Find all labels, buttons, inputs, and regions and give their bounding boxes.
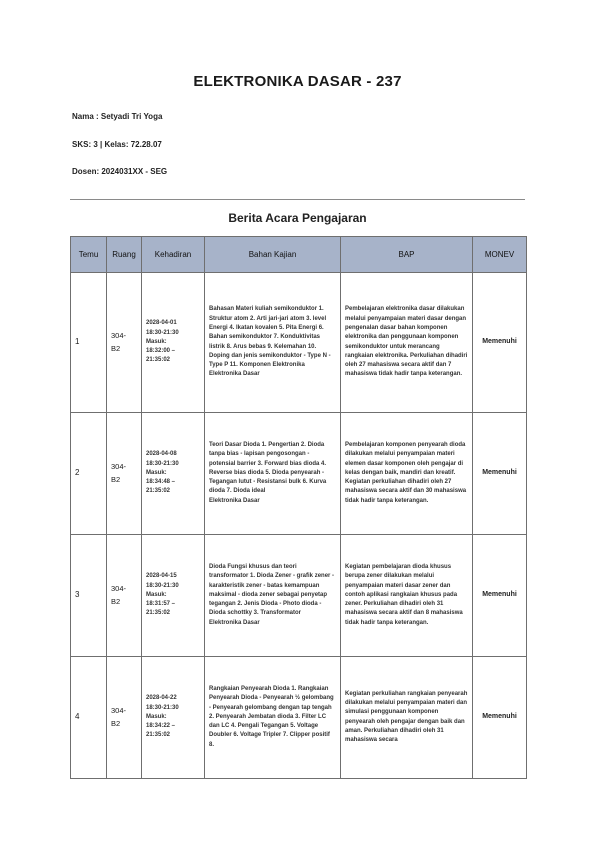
cell-bahan-kajian — [205, 413, 341, 535]
cell-monev: Memenuhi — [473, 413, 527, 535]
kehadiran-text: 2028-04-01 18:30-21:30 Masuk: 18:32:00 – 21:35:02 — [146, 320, 179, 364]
cell-temu: 1 — [71, 273, 107, 413]
cell-bahan-kajian — [205, 273, 341, 413]
bahan-text: Dioda Fungsi khusus dan teori transformator 1. Dioda Zener - grafik zener - karakteristik zener - batas kemampuan maksimal - dioda zener sebagai penyetap tegangan 2. Jenis Dioda - Photo dioda - Dioda schottky 3. Transformator Elektronika Dasar — [209, 563, 335, 626]
cell-kehadiran — [142, 413, 205, 535]
bap-text: Kegiatan pembelajaran dioda khusus berupa zener dilakukan melalui penyampaian materi dasar zener dan contoh aplikasi rangkaian khusus pada zener. Perkuliahan dihadiri oleh 31 mahasiswa secara aktif dan 8 mahasiswa tidak hadir tanpa keterangan. — [345, 563, 463, 626]
header-bahan-kajian: Bahan Kajian — [205, 237, 341, 273]
cell-ruang — [107, 413, 142, 535]
bap-text: Pembelajaran elektronika dasar dilakukan melalui penyampaian materi dasar dengan pengenalan dasar bahan komponen elektronika dan penggunaan komponen semikonduktor untuk merancang rangkaian elektronika. Perkuliahan dihadiri oleh 27 mahasiswa secara aktif dan 7 mahasiswa tidak hadir tanpa keterangan. — [345, 306, 468, 378]
cell-bap — [341, 273, 473, 413]
cell-kehadiran — [142, 535, 205, 657]
section-title: Berita Acara Pengajaran — [228, 211, 367, 225]
cell-bap — [341, 535, 473, 657]
ruang-text: 304- B2 — [111, 461, 127, 484]
header-temu: Temu — [71, 237, 107, 273]
table-row — [71, 413, 527, 535]
lecturer-code: Dosen: 2024031XX - SEG — [72, 167, 168, 176]
course-info: SKS: 3 | Kelas: 72.28.07 — [72, 140, 162, 149]
header-ruang: Ruang — [107, 237, 142, 273]
lecturer-name: Nama : Setyadi Tri Yoga — [72, 112, 163, 121]
table-row — [71, 535, 527, 657]
cell-monev: Memenuhi — [473, 657, 527, 779]
kehadiran-text: 2028-04-15 18:30-21:30 Masuk: 18:31:57 – 21:35:02 — [146, 573, 179, 617]
divider — [70, 199, 525, 200]
cell-bahan-kajian — [205, 657, 341, 779]
cell-kehadiran — [142, 273, 205, 413]
cell-bap — [341, 657, 473, 779]
bahan-text: Teori Dasar Dioda 1. Pengertian 2. Dioda tanpa bias - lapisan pengosongan - potensial barrier 3. Forward bias dioda 4. Reverse bias dioda 5. Dioda penyearah - Tegangan lutut - Resistansi bulk 6. Kurva dioda 7. Dioda ideal Elektronika Dasar — [209, 441, 327, 504]
ruang-text: 304- B2 — [111, 583, 127, 606]
header-kehadiran: Kehadiran — [142, 237, 205, 273]
bap-text: Pembelajaran komponen penyearah dioda dilakukan melalui penyampaian materi elemen dasar komponen oleh pengajar di kelas dengan baik, mandiri dan kreatif. Kegiatan perkuliahan dihadiri oleh 27 mahasiswa secara aktif dan 30 mahasiswa tidak hadir tanpa keterangan. — [345, 441, 467, 504]
ruang-text: 304- B2 — [111, 330, 127, 353]
table-row — [71, 273, 527, 413]
ruang-text: 304- B2 — [111, 705, 127, 728]
bahan-text: Rangkaian Penyearah Dioda 1. Rangkaian Penyearah Dioda - Penyearah ½ gelombang - Penyearah gelombang dengan tap tengah 2. Penyearah Jembatan dioda 3. Filter LC dan LC 4. Pengali Tegangan 5. Voltage Doubler 6. Voltage Tripler 7. Clipper positif 8. — [209, 685, 334, 748]
header-monev: MONEV — [473, 237, 527, 273]
document-title: ELEKTRONIKA DASAR - 237 — [193, 73, 402, 90]
cell-bap — [341, 413, 473, 535]
cell-temu: 4 — [71, 657, 107, 779]
bap-text: Kegiatan perkuliahan rangkaian penyearah dilakukan melalui penyampaian materi dan simulasi penggunaan komponen penyearah oleh pengajar dengan baik dan aman. Perkuliahan dihadiri oleh 31 mahasiswa secara — [345, 690, 468, 744]
cell-monev: Memenuhi — [473, 273, 527, 413]
table-row — [71, 657, 527, 779]
cell-ruang — [107, 535, 142, 657]
header-bap: BAP — [341, 237, 473, 273]
bahan-text: Bahasan Materi kuliah semikonduktor 1. Struktur atom 2. Arti jari-jari atom 3. level Energi 4. Ikatan kovalen 5. Pita Energi 6. Bahan semikonduktor 7. Konduktivitas listrik 8. Arus bebas 9. Kelemahan 10. Doping dan jenis semikonduktor - Type N - Type P 11. Komponen Elektronika Elektronika Dasar — [209, 306, 331, 378]
kehadiran-text: 2028-04-08 18:30-21:30 Masuk: 18:34:48 – 21:35:02 — [146, 451, 179, 495]
cell-ruang — [107, 273, 142, 413]
cell-temu: 2 — [71, 413, 107, 535]
cell-temu: 3 — [71, 535, 107, 657]
kehadiran-text: 2028-04-22 18:30-21:30 Masuk: 18:34:22 – 21:35:02 — [146, 695, 179, 739]
cell-monev: Memenuhi — [473, 535, 527, 657]
teaching-log-table — [70, 236, 527, 779]
cell-ruang — [107, 657, 142, 779]
cell-bahan-kajian — [205, 535, 341, 657]
table-header-row — [71, 237, 527, 273]
cell-kehadiran — [142, 657, 205, 779]
